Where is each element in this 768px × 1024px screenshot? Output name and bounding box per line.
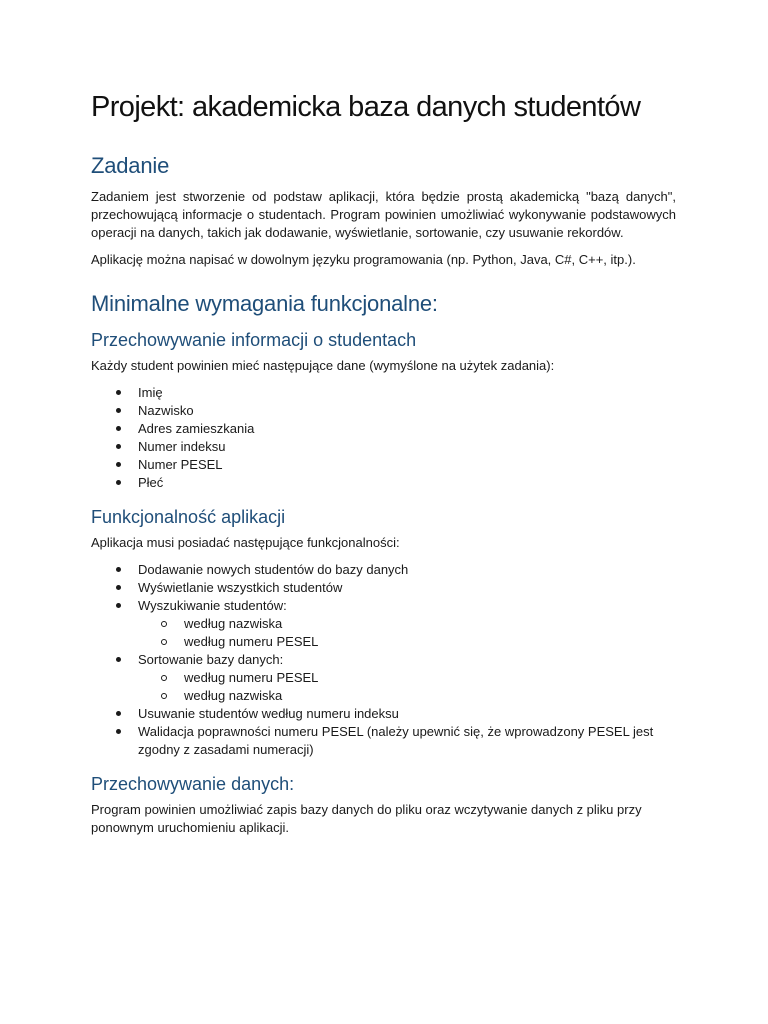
section-heading-requirements: Minimalne wymagania funkcjonalne: xyxy=(91,291,438,316)
data-storage-paragraph: Program powinien umożliwiać zapis bazy danych do pliku oraz wczytywanie danych z pliku przy ponownym uruchomieniu aplikacji. xyxy=(91,802,642,835)
sub-list-item: według numeru PESEL xyxy=(91,669,676,687)
document-title: Projekt: akademicka baza danych studentów xyxy=(91,91,641,123)
list-item: Adres zamieszkania xyxy=(91,420,676,438)
language-paragraph: Aplikację można napisać w dowolnym języku programowania (np. Python, Java, C#, C++, itp.). xyxy=(91,252,636,267)
sub-list-item: według nazwiska xyxy=(91,615,676,633)
list-item: Walidacja poprawności numeru PESEL (należy upewnić się, że wprowadzony PESEL jest zgodny z zasadami numeracji) xyxy=(91,723,676,759)
list-item: Wyszukiwanie studentów: xyxy=(91,597,676,615)
list-item: Dodawanie nowych studentów do bazy danych xyxy=(91,561,676,579)
list-item: Wyświetlanie wszystkich studentów xyxy=(91,579,676,597)
functionality-list xyxy=(91,561,676,759)
subsection-heading-functionality: Funkcjonalność aplikacji xyxy=(91,507,286,527)
list-item: Numer PESEL xyxy=(91,456,676,474)
student-info-intro: Każdy student powinien mieć następujące dane (wymyślone na użytek zadania): xyxy=(91,358,555,373)
student-fields-list xyxy=(91,384,676,492)
list-item: Usuwanie studentów według numeru indeksu xyxy=(91,705,676,723)
sub-list-item: według numeru PESEL xyxy=(91,633,676,651)
task-paragraph: Zadaniem jest stworzenie od podstaw aplikacji, która będzie prostą akademicką "bazą danych", przechowującą informacje o studentach. Program powinien umożliwiać wykonywanie podstawowych operacji na danych, takich jak dodawanie, wyświetlanie, sortowanie, czy usuwanie rekordów. xyxy=(91,189,676,240)
list-item: Imię xyxy=(91,384,676,402)
list-item: Płeć xyxy=(91,474,676,492)
section-heading-task: Zadanie xyxy=(91,153,170,178)
list-item: Sortowanie bazy danych: xyxy=(91,651,676,669)
functionality-intro: Aplikacja musi posiadać następujące funkcjonalności: xyxy=(91,535,400,550)
sub-list-item: według nazwiska xyxy=(91,687,676,705)
list-item: Numer indeksu xyxy=(91,438,676,456)
document-page xyxy=(91,86,676,846)
subsection-heading-student-info: Przechowywanie informacji o studentach xyxy=(91,330,417,350)
subsection-heading-data-storage: Przechowywanie danych: xyxy=(91,774,295,794)
list-item: Nazwisko xyxy=(91,402,676,420)
